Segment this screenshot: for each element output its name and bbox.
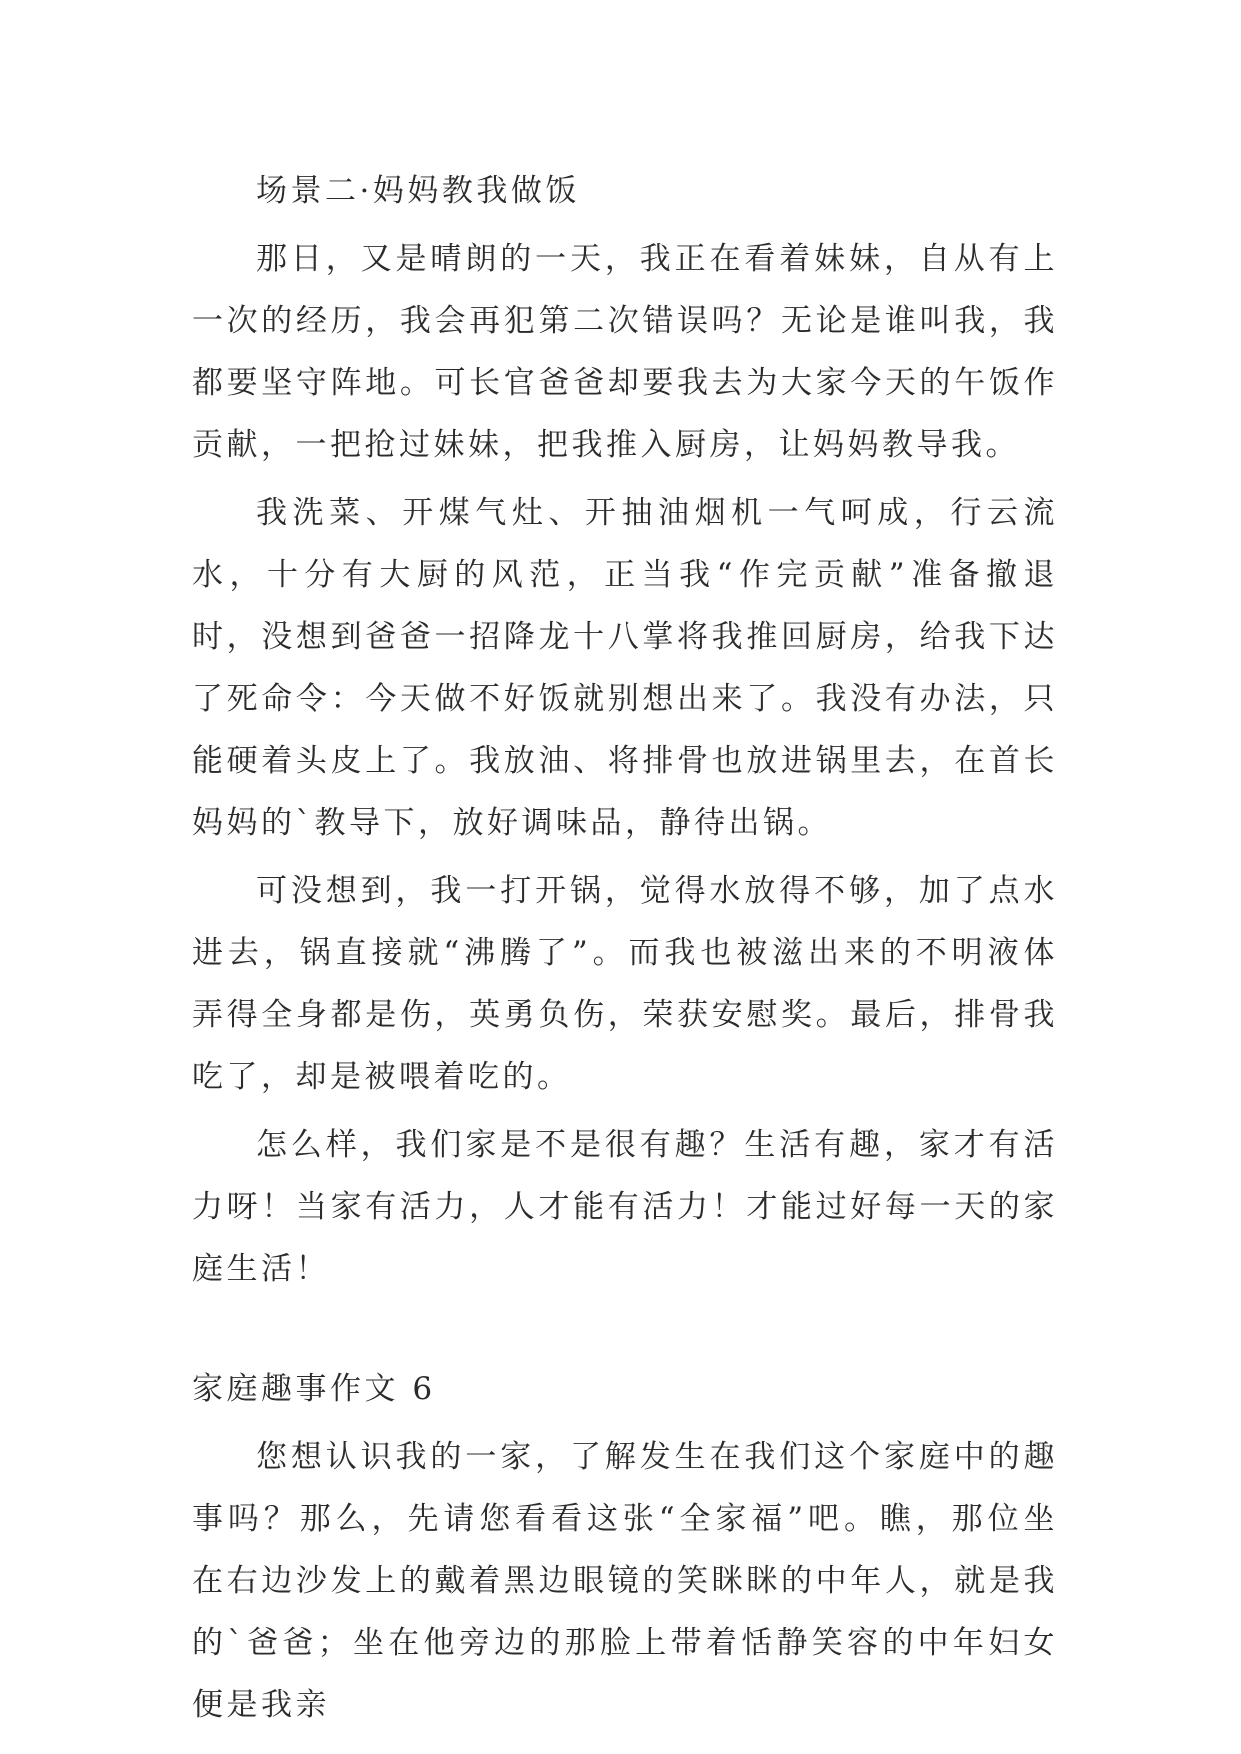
document-body bbox=[192, 160, 1058, 1736]
paragraph-2: 我洗菜、开煤气灶、开抽油烟机一气呵成，行云流水，十分有大厨的风范，正当我“作完贡献”准备撤退时，没想到爸爸一招降龙十八掌将我推回厨房，给我下达了死命令：今天做不好饭就别想出来了。我没有办法，只能硬着头皮上了。我放油、将排骨也放进锅里去，在首长妈妈的`教导下，放好调味品，静待出锅。 bbox=[192, 495, 1058, 841]
section-spacer bbox=[192, 1300, 1058, 1358]
essay-paragraph-1: 您想认识我的一家，了解发生在我们这个家庭中的趣事吗？那么，先请您看看这张“全家福”吧。瞧，那位坐在右边沙发上的戴着黑边眼镜的笑眯眯的中年人，就是我的`爸爸；坐在他旁边的那脸上带着恬静笑容的中年妇女便是我亲 bbox=[192, 1439, 1058, 1723]
scene-subtitle: 场景二·妈妈教我做饭 bbox=[256, 173, 580, 209]
essay-title: 家庭趣事作文 6 bbox=[192, 1371, 436, 1407]
paragraph-3: 可没想到，我一打开锅，觉得水放得不够，加了点水进去，锅直接就“沸腾了”。而我也被滋出来的不明液体弄得全身都是伤，英勇负伤，荣获安慰奖。最后，排骨我吃了，却是被喂着吃的。 bbox=[192, 873, 1058, 1095]
paragraph-4: 怎么样，我们家是不是很有趣？生活有趣，家才有活力呀！当家有活力，人才能有活力！才能过好每一天的家庭生活！ bbox=[192, 1127, 1058, 1287]
paragraph-1: 那日，又是晴朗的一天，我正在看着妹妹，自从有上一次的经历，我会再犯第二次错误吗？无论是谁叫我，我都要坚守阵地。可长官爸爸却要我去为大家今天的午饭作贡献，一把抢过妹妹，把我推入厨房，让妈妈教导我。 bbox=[192, 241, 1058, 463]
